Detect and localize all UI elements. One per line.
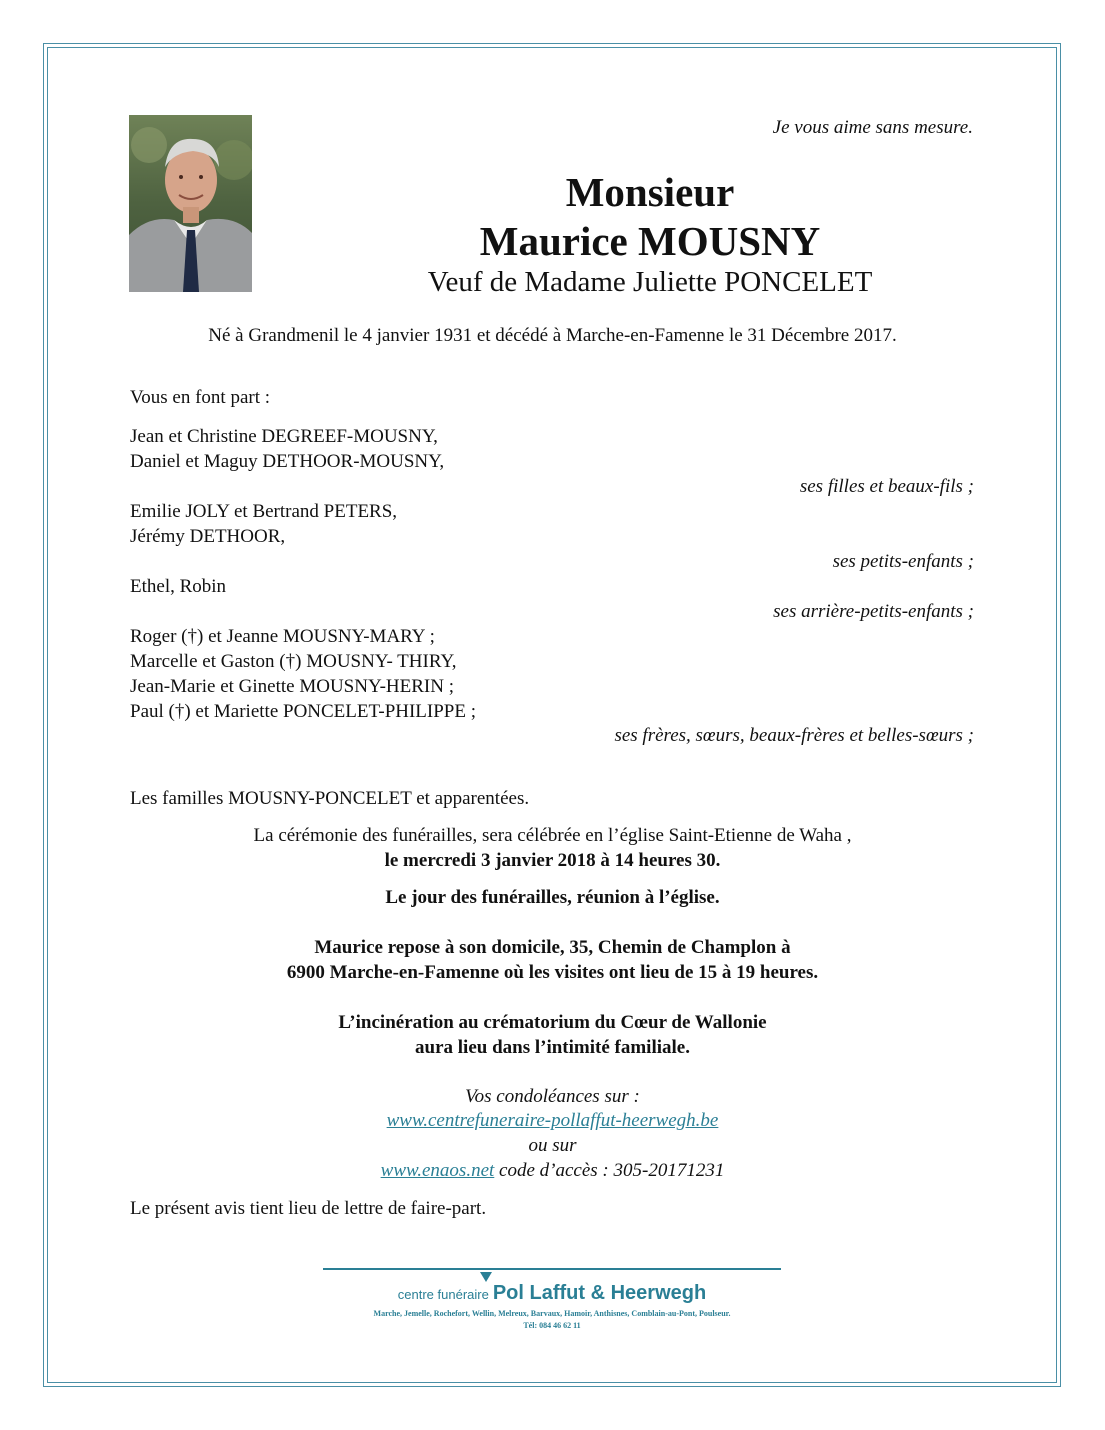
cremation-line: L’incinération au crématorium du Cœur de Wallonie xyxy=(338,1012,767,1033)
birth-death-line: Né à Grandmenil le 4 janvier 1931 et décédé à Marche-en-Famenne le 31 Décembre 2017. xyxy=(208,325,897,346)
relation-label: ses arrière-petits-enfants ; xyxy=(773,601,974,622)
family-line: Jérémy DETHOOR, xyxy=(130,526,286,547)
condolences-or: ou sur xyxy=(528,1135,577,1156)
family-line: Roger (†) et Jeanne MOUSNY-MARY ; xyxy=(130,626,435,647)
title-honorific: Monsieur xyxy=(565,169,735,215)
rest-line: 6900 Marche-en-Famenne où les visites ont lieu de 15 à 19 heures. xyxy=(286,962,819,983)
family-line: Paul (†) et Mariette PONCELET-PHILIPPE ; xyxy=(130,701,477,722)
logo-phone: Tél: 084 46 62 11 xyxy=(523,1321,581,1330)
widower-line: Veuf de Madame Juliette PONCELET xyxy=(427,266,873,298)
family-line: Emilie JOLY et Bertrand PETERS, xyxy=(130,501,398,522)
condolences-link-secondary[interactable]: www.enaos.net xyxy=(380,1160,495,1181)
ceremony-line: La cérémonie des funérailles, sera célébrée en l’église Saint-Etienne de Waha , xyxy=(253,825,852,846)
relation-label: ses filles et beaux-fils ; xyxy=(799,476,974,497)
logo-prefix: centre funéraire xyxy=(397,1287,489,1302)
portrait-photo xyxy=(129,115,252,292)
logo-brand: Pol Laffut & Heerwegh xyxy=(492,1282,707,1304)
funeral-home-logo xyxy=(323,1266,781,1336)
access-code: code d’accès : 305-20171231 xyxy=(494,1160,725,1181)
family-line: Jean et Christine DEGREEF-MOUSNY, xyxy=(130,426,438,447)
relation-label: ses petits-enfants ; xyxy=(832,551,974,572)
deceased-name: Maurice MOUSNY xyxy=(479,218,821,264)
condolences-link-primary[interactable]: www.centrefuneraire-pollaffut-heerwegh.be xyxy=(386,1110,719,1131)
motto: Je vous aime sans mesure. xyxy=(772,117,973,138)
relation-label: ses frères, sœurs, beaux-frères et belles-sœurs ; xyxy=(614,725,974,746)
family-line: Ethel, Robin xyxy=(130,576,227,597)
family-line: Marcelle et Gaston (†) MOUSNY- THIRY, xyxy=(130,651,457,672)
logo-rule xyxy=(323,1268,781,1270)
logo-places: Marche, Jemelle, Rochefort, Wellin, Melreux, Barvaux, Hamoir, Anthisnes, Comblain-au-Pont, Poulseur. xyxy=(373,1309,731,1318)
footer-note: Le présent avis tient lieu de lettre de faire-part. xyxy=(130,1198,487,1219)
ceremony-date: le mercredi 3 janvier 2018 à 14 heures 30. xyxy=(384,850,721,871)
families-line: Les familles MOUSNY-PONCELET et apparentées. xyxy=(130,788,530,809)
reunion-line: Le jour des funérailles, réunion à l’église. xyxy=(385,887,720,908)
condolences-label: Vos condoléances sur : xyxy=(465,1086,640,1107)
intro-line: Vous en font part : xyxy=(130,387,271,408)
family-line: Daniel et Maguy DETHOOR-MOUSNY, xyxy=(130,451,445,472)
logo-arrow-icon xyxy=(480,1272,492,1282)
rest-line: Maurice repose à son domicile, 35, Chemin de Champlon à xyxy=(314,937,791,958)
cremation-line: aura lieu dans l’intimité familiale. xyxy=(415,1037,690,1058)
family-line: Jean-Marie et Ginette MOUSNY-HERIN ; xyxy=(130,676,454,697)
